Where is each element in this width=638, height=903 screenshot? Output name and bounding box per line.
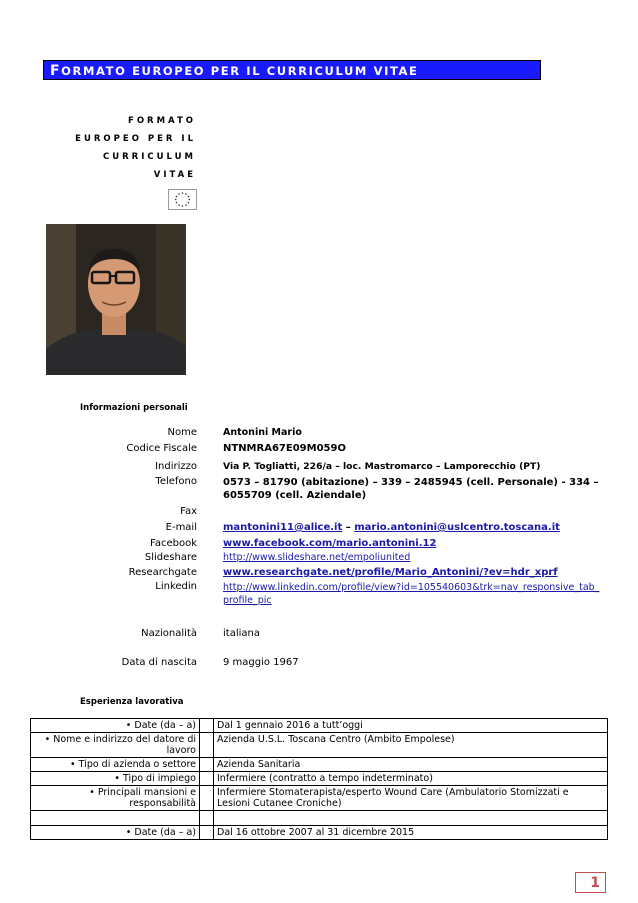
label-telefono: Telefono — [155, 476, 197, 487]
table-row — [31, 758, 608, 772]
work-row-label — [31, 811, 200, 826]
work-row-label: • Principali mansioni e responsabilità — [31, 786, 200, 811]
profile-photo — [46, 224, 186, 375]
value-nome: Antonini Mario — [223, 427, 302, 438]
value-email: mantonini11@alice.it – mario.antonini@uslcentro.toscana.it — [223, 522, 560, 533]
work-row-gap — [200, 772, 214, 786]
work-row-gap — [200, 733, 214, 758]
researchgate-link[interactable]: www.researchgate.net/profile/Mario_Antonini/?ev=hdr_xprf — [223, 567, 558, 578]
label-researchgate: Researchgate — [128, 567, 197, 578]
table-row — [31, 719, 608, 733]
work-row-value: Dal 1 gennaio 2016 a tutt’oggi — [214, 719, 608, 733]
work-row-gap — [200, 719, 214, 733]
label-nome: Nome — [167, 427, 197, 438]
value-telefono: 0573 – 81790 (abitazione) – 339 – 2485945 (cell. Personale) - 334 – 6055709 (cell. Aziendale) — [223, 477, 599, 501]
work-row-gap — [200, 758, 214, 772]
work-row-value — [214, 811, 608, 826]
work-experience-table — [30, 718, 608, 840]
section-heading-personal-info: Informazioni personali — [80, 403, 188, 413]
label-indirizzo: Indirizzo — [155, 461, 197, 472]
label-slideshare: Slideshare — [144, 552, 197, 563]
table-row — [31, 826, 608, 840]
work-row-gap — [200, 811, 214, 826]
work-row-label: • Nome e indirizzo del datore di lavoro — [31, 733, 200, 758]
section-heading-work-experience: Esperienza lavorativa — [80, 697, 184, 707]
value-nazionalita: italiana — [223, 628, 260, 639]
email-link-1[interactable]: mantonini11@alice.it — [223, 522, 343, 533]
value-codice-fiscale: NTNMRA67E09M059O — [223, 443, 346, 454]
document-title: FORMATO EUROPEO PER IL CURRICULUM VITAE — [50, 63, 419, 79]
work-row-label: • Date (da – a) — [31, 826, 200, 840]
label-fax: Fax — [180, 506, 197, 517]
email-link-2[interactable]: mario.antonini@uslcentro.toscana.it — [354, 522, 560, 533]
work-row-label: • Date (da – a) — [31, 719, 200, 733]
label-linkedin: Linkedin — [155, 581, 197, 592]
table-row — [31, 772, 608, 786]
slideshare-link[interactable]: http://www.slideshare.net/empoliunited — [223, 552, 411, 563]
work-row-label: • Tipo di azienda o settore — [31, 758, 200, 772]
side-title: FORMATO EUROPEO PER IL CURRICULUM VITAE — [75, 116, 196, 180]
work-row-value: Dal 16 ottobre 2007 al 31 dicembre 2015 — [214, 826, 608, 840]
work-row-value: Infermiere (contratto a tempo indeterminato) — [214, 772, 608, 786]
work-row-gap — [200, 786, 214, 811]
work-row-value: Azienda Sanitaria — [214, 758, 608, 772]
label-codice-fiscale: Codice Fiscale — [126, 443, 197, 454]
table-row — [31, 733, 608, 758]
value-data-nascita: 9 maggio 1967 — [223, 657, 299, 668]
document-title-banner — [43, 60, 541, 80]
work-row-gap — [200, 826, 214, 840]
facebook-link[interactable]: www.facebook.com/mario.antonini.12 — [223, 538, 437, 549]
label-email: E-mail — [165, 522, 197, 533]
eu-flag-icon — [168, 189, 197, 210]
work-row-value: Azienda U.S.L. Toscana Centro (Ambito Empolese) — [214, 733, 608, 758]
label-facebook: Facebook — [150, 538, 197, 549]
value-indirizzo: Via P. Togliatti, 226/a – loc. Mastromarco – Lamporecchio (PT) — [223, 461, 541, 472]
work-row-label: • Tipo di impiego — [31, 772, 200, 786]
work-row-value: Infermiere Stomaterapista/esperto Wound Care (Ambulatorio Stomizzati e Lesioni Cutanee Croniche) — [214, 786, 608, 811]
label-nazionalita: Nazionalità — [141, 628, 197, 639]
linkedin-link[interactable]: http://www.linkedin.com/profile/view?id=105540603&trk=nav_responsive_tab_profile_pic — [223, 582, 600, 606]
table-row — [31, 786, 608, 811]
label-data-nascita: Data di nascita — [121, 657, 197, 668]
table-row — [31, 811, 608, 826]
page-number: 1 — [575, 872, 606, 893]
